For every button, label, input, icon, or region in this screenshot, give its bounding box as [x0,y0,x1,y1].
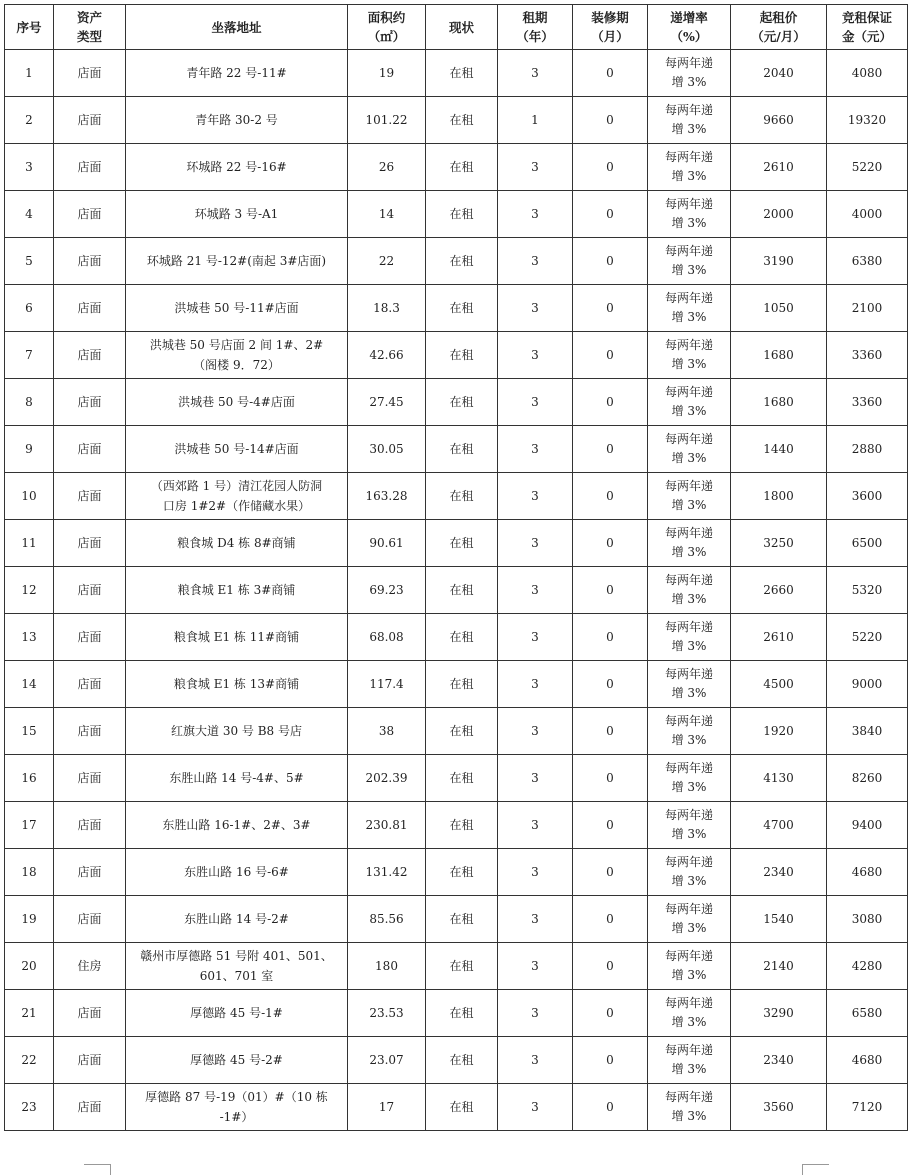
table-row [5,426,908,473]
cell-term: 3 [498,943,573,990]
table-row [5,97,908,144]
cell-area: 42.66 [348,332,426,379]
cell-address: 赣州市厚德路 51 号附 401、501、 601、701 室 [126,943,348,990]
cell-no: 13 [5,614,54,661]
cell-fitout: 0 [573,614,648,661]
cell-term: 3 [498,426,573,473]
cell-area: 202.39 [348,755,426,802]
cell-asset-type: 店面 [54,849,126,896]
cell-term: 3 [498,990,573,1037]
cell-rent: 1540 [731,896,827,943]
header-row [5,5,908,50]
cell-rate: 每两年递 增 3% [648,520,731,567]
cell-fitout: 0 [573,473,648,520]
cell-status: 在租 [426,1084,498,1131]
header-term: 租期 （年） [498,5,573,50]
cell-address: 洪城巷 50 号-11#店面 [126,285,348,332]
table-row [5,520,908,567]
cell-deposit: 4000 [827,191,908,238]
cell-rate: 每两年递 增 3% [648,332,731,379]
cell-deposit: 3360 [827,332,908,379]
cell-term: 3 [498,708,573,755]
table-row [5,802,908,849]
cell-rent: 2140 [731,943,827,990]
cell-rent: 1680 [731,379,827,426]
cell-term: 3 [498,614,573,661]
cell-deposit: 5220 [827,614,908,661]
cell-deposit: 2880 [827,426,908,473]
cell-term: 3 [498,191,573,238]
cell-deposit: 4080 [827,50,908,97]
cell-fitout: 0 [573,896,648,943]
cell-address: （西郊路 1 号）清江花园人防洞 口房 1#2#（作储藏水果） [126,473,348,520]
cell-rate: 每两年递 增 3% [648,614,731,661]
cell-fitout: 0 [573,990,648,1037]
table-row [5,473,908,520]
cell-term: 3 [498,144,573,191]
table-row [5,238,908,285]
table-row [5,1084,908,1131]
cell-asset-type: 店面 [54,661,126,708]
cell-rent: 9660 [731,97,827,144]
cell-status: 在租 [426,332,498,379]
cell-deposit: 3600 [827,473,908,520]
cell-address: 东胜山路 14 号-2# [126,896,348,943]
cell-fitout: 0 [573,191,648,238]
cell-asset-type: 店面 [54,1084,126,1131]
cell-deposit: 4280 [827,943,908,990]
cell-asset-type: 店面 [54,50,126,97]
cell-no: 7 [5,332,54,379]
cell-no: 16 [5,755,54,802]
cell-address: 青年路 30-2 号 [126,97,348,144]
cell-rent: 2340 [731,849,827,896]
page-corner-mark-left [84,1164,111,1175]
cell-address: 粮食城 D4 栋 8#商铺 [126,520,348,567]
cell-deposit: 6500 [827,520,908,567]
cell-deposit: 6580 [827,990,908,1037]
table-row [5,379,908,426]
cell-status: 在租 [426,1037,498,1084]
cell-deposit: 8260 [827,755,908,802]
cell-rate: 每两年递 增 3% [648,990,731,1037]
table-row [5,567,908,614]
cell-fitout: 0 [573,426,648,473]
cell-area: 26 [348,144,426,191]
cell-rate: 每两年递 增 3% [648,943,731,990]
cell-asset-type: 店面 [54,896,126,943]
cell-asset-type: 店面 [54,332,126,379]
cell-deposit: 3080 [827,896,908,943]
cell-rent: 3560 [731,1084,827,1131]
cell-rate: 每两年递 增 3% [648,802,731,849]
cell-status: 在租 [426,943,498,990]
cell-fitout: 0 [573,379,648,426]
cell-fitout: 0 [573,708,648,755]
cell-status: 在租 [426,520,498,567]
header-rent: 起租价 （元/月） [731,5,827,50]
cell-address: 洪城巷 50 号-14#店面 [126,426,348,473]
cell-rate: 每两年递 增 3% [648,1037,731,1084]
header-status: 现状 [426,5,498,50]
cell-address: 东胜山路 14 号-4#、5# [126,755,348,802]
cell-rate: 每两年递 增 3% [648,567,731,614]
cell-term: 3 [498,849,573,896]
cell-asset-type: 店面 [54,520,126,567]
cell-asset-type: 店面 [54,285,126,332]
cell-area: 23.07 [348,1037,426,1084]
cell-status: 在租 [426,755,498,802]
header-deposit: 竞租保证 金（元） [827,5,908,50]
table-row [5,755,908,802]
cell-deposit: 4680 [827,849,908,896]
cell-deposit: 7120 [827,1084,908,1131]
cell-asset-type: 店面 [54,990,126,1037]
cell-rent: 4500 [731,661,827,708]
cell-address: 粮食城 E1 栋 11#商铺 [126,614,348,661]
cell-term: 3 [498,50,573,97]
cell-address: 厚德路 45 号-2# [126,1037,348,1084]
cell-status: 在租 [426,614,498,661]
table-row [5,661,908,708]
cell-rate: 每两年递 增 3% [648,1084,731,1131]
cell-no: 10 [5,473,54,520]
cell-asset-type: 店面 [54,97,126,144]
cell-no: 21 [5,990,54,1037]
cell-rent: 1920 [731,708,827,755]
page-corner-mark-right [802,1164,829,1175]
table-row [5,191,908,238]
cell-status: 在租 [426,379,498,426]
cell-fitout: 0 [573,97,648,144]
header-area: 面积约 （㎡） [348,5,426,50]
cell-deposit: 4680 [827,1037,908,1084]
cell-asset-type: 店面 [54,708,126,755]
cell-fitout: 0 [573,567,648,614]
cell-rent: 4700 [731,802,827,849]
table-row [5,285,908,332]
table-row [5,50,908,97]
cell-fitout: 0 [573,50,648,97]
cell-fitout: 0 [573,238,648,285]
cell-status: 在租 [426,144,498,191]
cell-area: 22 [348,238,426,285]
cell-rate: 每两年递 增 3% [648,379,731,426]
cell-fitout: 0 [573,755,648,802]
cell-rate: 每两年递 增 3% [648,191,731,238]
cell-address: 厚德路 45 号-1# [126,990,348,1037]
cell-status: 在租 [426,896,498,943]
cell-rate: 每两年递 增 3% [648,97,731,144]
cell-term: 3 [498,661,573,708]
cell-asset-type: 店面 [54,426,126,473]
cell-asset-type: 店面 [54,473,126,520]
cell-rent: 2340 [731,1037,827,1084]
cell-area: 38 [348,708,426,755]
cell-no: 5 [5,238,54,285]
cell-area: 85.56 [348,896,426,943]
cell-asset-type: 店面 [54,567,126,614]
cell-fitout: 0 [573,661,648,708]
cell-address: 红旗大道 30 号 B8 号店 [126,708,348,755]
cell-term: 3 [498,896,573,943]
cell-term: 3 [498,755,573,802]
cell-address: 环城路 22 号-16# [126,144,348,191]
cell-fitout: 0 [573,943,648,990]
cell-fitout: 0 [573,520,648,567]
rental-listing-table [4,4,908,1131]
cell-fitout: 0 [573,802,648,849]
cell-deposit: 19320 [827,97,908,144]
cell-rate: 每两年递 增 3% [648,473,731,520]
cell-status: 在租 [426,661,498,708]
header-asset-type: 资产 类型 [54,5,126,50]
cell-no: 3 [5,144,54,191]
cell-term: 3 [498,332,573,379]
cell-rate: 每两年递 增 3% [648,238,731,285]
cell-rent: 1800 [731,473,827,520]
cell-status: 在租 [426,50,498,97]
cell-area: 19 [348,50,426,97]
cell-status: 在租 [426,285,498,332]
cell-no: 4 [5,191,54,238]
cell-asset-type: 店面 [54,144,126,191]
cell-rate: 每两年递 增 3% [648,426,731,473]
cell-asset-type: 店面 [54,191,126,238]
cell-fitout: 0 [573,285,648,332]
table-row [5,708,908,755]
cell-rent: 2040 [731,50,827,97]
cell-rent: 3190 [731,238,827,285]
cell-term: 3 [498,520,573,567]
cell-rent: 2660 [731,567,827,614]
cell-no: 20 [5,943,54,990]
cell-fitout: 0 [573,849,648,896]
cell-area: 30.05 [348,426,426,473]
cell-term: 3 [498,1084,573,1131]
cell-rent: 2000 [731,191,827,238]
table-row [5,943,908,990]
cell-area: 68.08 [348,614,426,661]
cell-no: 14 [5,661,54,708]
cell-fitout: 0 [573,144,648,191]
header-address: 坐落地址 [126,5,348,50]
cell-deposit: 5320 [827,567,908,614]
cell-deposit: 9000 [827,661,908,708]
cell-status: 在租 [426,802,498,849]
cell-address: 东胜山路 16 号-6# [126,849,348,896]
cell-rent: 4130 [731,755,827,802]
cell-deposit: 9400 [827,802,908,849]
cell-no: 17 [5,802,54,849]
cell-address: 洪城巷 50 号-4#店面 [126,379,348,426]
cell-term: 1 [498,97,573,144]
cell-status: 在租 [426,191,498,238]
cell-asset-type: 店面 [54,238,126,285]
cell-no: 8 [5,379,54,426]
cell-no: 19 [5,896,54,943]
cell-asset-type: 店面 [54,802,126,849]
table-row [5,332,908,379]
cell-rate: 每两年递 增 3% [648,708,731,755]
cell-term: 3 [498,802,573,849]
cell-area: 230.81 [348,802,426,849]
cell-area: 23.53 [348,990,426,1037]
cell-asset-type: 住房 [54,943,126,990]
table-row [5,144,908,191]
cell-area: 14 [348,191,426,238]
cell-address: 环城路 21 号-12#(南起 3#店面) [126,238,348,285]
cell-no: 11 [5,520,54,567]
cell-no: 12 [5,567,54,614]
cell-rate: 每两年递 增 3% [648,285,731,332]
cell-area: 27.45 [348,379,426,426]
cell-fitout: 0 [573,1037,648,1084]
cell-rent: 1050 [731,285,827,332]
cell-rent: 3250 [731,520,827,567]
cell-asset-type: 店面 [54,379,126,426]
cell-status: 在租 [426,473,498,520]
cell-address: 东胜山路 16-1#、2#、3# [126,802,348,849]
cell-no: 6 [5,285,54,332]
cell-rate: 每两年递 增 3% [648,144,731,191]
cell-area: 18.3 [348,285,426,332]
cell-area: 90.61 [348,520,426,567]
cell-rent: 2610 [731,614,827,661]
cell-term: 3 [498,473,573,520]
header-rate: 递增率 （%） [648,5,731,50]
table-row [5,614,908,661]
cell-no: 2 [5,97,54,144]
cell-term: 3 [498,1037,573,1084]
cell-fitout: 0 [573,332,648,379]
cell-rent: 3290 [731,990,827,1037]
cell-rent: 2610 [731,144,827,191]
cell-area: 17 [348,1084,426,1131]
cell-rate: 每两年递 增 3% [648,50,731,97]
cell-no: 9 [5,426,54,473]
header-no: 序号 [5,5,54,50]
cell-no: 18 [5,849,54,896]
cell-term: 3 [498,285,573,332]
cell-asset-type: 店面 [54,614,126,661]
cell-no: 23 [5,1084,54,1131]
cell-no: 1 [5,50,54,97]
cell-status: 在租 [426,426,498,473]
cell-area: 69.23 [348,567,426,614]
cell-rate: 每两年递 增 3% [648,896,731,943]
cell-area: 163.28 [348,473,426,520]
cell-deposit: 3360 [827,379,908,426]
cell-area: 117.4 [348,661,426,708]
cell-asset-type: 店面 [54,1037,126,1084]
cell-rate: 每两年递 增 3% [648,849,731,896]
cell-address: 洪城巷 50 号店面 2 间 1#、2# （阁楼 9．72） [126,332,348,379]
cell-asset-type: 店面 [54,755,126,802]
table-row [5,1037,908,1084]
cell-address: 粮食城 E1 栋 3#商铺 [126,567,348,614]
cell-status: 在租 [426,567,498,614]
cell-status: 在租 [426,708,498,755]
cell-address: 粮食城 E1 栋 13#商铺 [126,661,348,708]
cell-rate: 每两年递 增 3% [648,661,731,708]
table-row [5,990,908,1037]
cell-area: 180 [348,943,426,990]
cell-term: 3 [498,567,573,614]
cell-address: 环城路 3 号-A1 [126,191,348,238]
cell-rate: 每两年递 增 3% [648,755,731,802]
cell-deposit: 5220 [827,144,908,191]
cell-term: 3 [498,379,573,426]
cell-area: 131.42 [348,849,426,896]
cell-rent: 1680 [731,332,827,379]
cell-address: 青年路 22 号-11# [126,50,348,97]
cell-status: 在租 [426,990,498,1037]
cell-deposit: 6380 [827,238,908,285]
table-body [5,50,908,1131]
cell-status: 在租 [426,849,498,896]
cell-rent: 1440 [731,426,827,473]
cell-deposit: 3840 [827,708,908,755]
cell-address: 厚德路 87 号-19（01）#（10 栋 -1#） [126,1084,348,1131]
cell-area: 101.22 [348,97,426,144]
table-row [5,849,908,896]
table-row [5,896,908,943]
cell-deposit: 2100 [827,285,908,332]
cell-fitout: 0 [573,1084,648,1131]
cell-no: 15 [5,708,54,755]
cell-status: 在租 [426,97,498,144]
cell-term: 3 [498,238,573,285]
cell-no: 22 [5,1037,54,1084]
cell-status: 在租 [426,238,498,285]
header-fitout: 装修期 （月） [573,5,648,50]
